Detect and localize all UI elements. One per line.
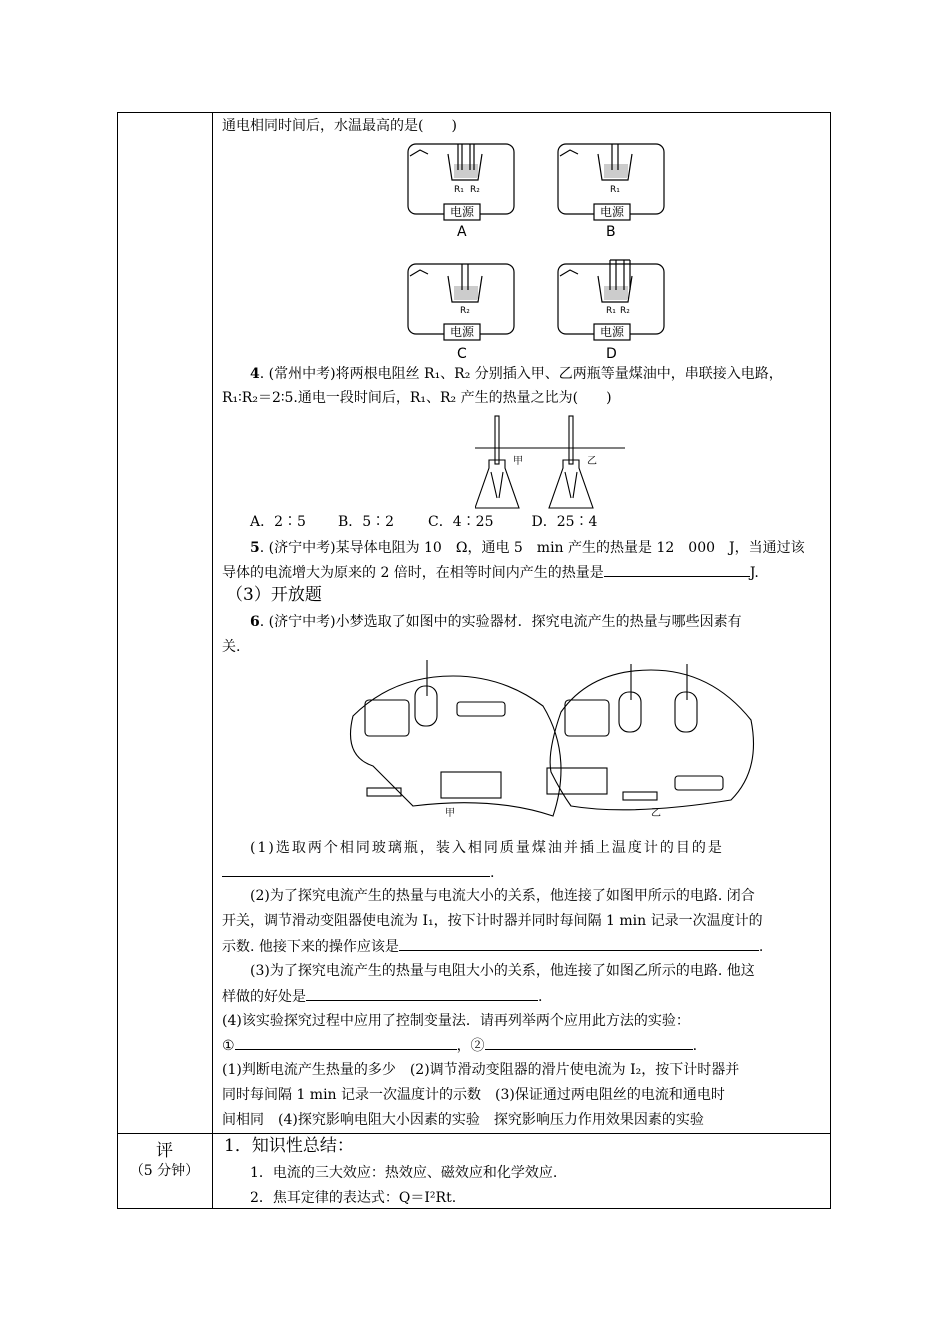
q6-answer-line1: (1)判断电流产生热量的多少 (2)调节滑动变阻器的滑片使电流为 I₂，按下计时器并 — [222, 1062, 740, 1078]
q4-line1: 4. (常州中考)将两根电阻丝 R₁、R₂ 分别插入甲、乙两瓶等量煤油中，串联接入电路， — [250, 366, 783, 382]
q3-a-power-label: 电源 — [450, 205, 475, 219]
q5-answer-blank[interactable] — [604, 562, 750, 577]
q6-p4-blank1[interactable] — [235, 1035, 457, 1050]
q6-p3-line1: (3)为了探究电流产生的热量与电阻大小的关系，他连接了如图乙所示的电路. 他这 — [250, 963, 755, 979]
q6-p1-line2: . — [222, 862, 494, 883]
q6-apparatus-figure — [345, 656, 765, 826]
q6-line2: 关. — [222, 639, 241, 655]
q3-d-r2-label: R₂ — [620, 306, 630, 316]
q4-choices: A．2∶5 B．5∶2 C．4∶25 D．25∶4 — [250, 514, 598, 530]
q4-flask-yi: 乙 — [587, 456, 597, 467]
q3-b-power-label: 电源 — [600, 205, 625, 219]
q3-c-power-label: 电源 — [450, 325, 475, 339]
q3-d-r1-label: R₁ — [606, 306, 616, 316]
q6-p4-line2: ① ，② . — [222, 1035, 697, 1056]
q4-flask-jia: 甲 — [513, 456, 523, 467]
evaluation-item1: 1．电流的三大效应：热效应、磁效应和化学效应. — [250, 1165, 558, 1181]
section-title: （3）开放题 — [226, 585, 322, 605]
q3-option-a: A — [457, 224, 467, 240]
q4-flask-figure — [475, 412, 625, 512]
q3-c-r2-label: R₂ — [460, 306, 470, 316]
q3-b-r1-label: R₁ — [610, 185, 620, 195]
evaluation-time: （5 分钟） — [129, 1163, 200, 1179]
q5-line2: 导体的电流增大为原来的 2 倍时，在相等时间内产生的热量是 J. — [222, 562, 759, 583]
q3-a-r1-label: R₁ — [454, 185, 464, 195]
q6-p2-line3: 示数. 他接下来的操作应该是 . — [222, 936, 763, 957]
q6-p2-blank[interactable] — [399, 936, 759, 951]
evaluation-label: 评 — [156, 1141, 173, 1161]
q3-option-b: B — [606, 224, 616, 240]
q6-p4-line1: (4)该实验探究过程中应用了控制变量法．请再列举两个应用此方法的实验： — [222, 1013, 690, 1029]
q6-p4-blank2[interactable] — [485, 1035, 693, 1050]
q6-line1: 6. (济宁中考)小梦选取了如图中的实验器材．探究电流产生的热量与哪些因素有 — [250, 614, 742, 630]
q6-p1-blank[interactable] — [222, 862, 490, 877]
table-row-divider — [117, 1133, 831, 1134]
q3-a-r2-label: R₂ — [470, 185, 480, 195]
q6-p2-line2: 开关，调节滑动变阻器使电流为 I₁，按下计时器并同时每间隔 1 min 记录一次温度计的 — [222, 913, 763, 929]
q3-d-power-label: 电源 — [600, 325, 625, 339]
q3-circuit-figures — [400, 136, 680, 368]
q3-option-c: C — [457, 346, 467, 362]
q6-fig-jia: 甲 — [445, 808, 455, 819]
q6-p3-blank[interactable] — [306, 986, 538, 1001]
q6-fig-yi: 乙 — [651, 808, 661, 819]
q4-line2: R₁∶R₂＝2∶5.通电一段时间后，R₁、R₂ 产生的热量之比为( ) — [222, 390, 612, 406]
q5-line1: 5. (济宁中考)某导体电阻为 10 Ω，通电 5 min 产生的热量是 12 000 J，当通过该 — [250, 540, 805, 556]
q3-stem: 通电相同时间后，水温最高的是( ) — [222, 118, 457, 134]
q6-answer-line2: 同时每间隔 1 min 记录一次温度计的示数 (3)保证通过两电阻丝的电流和通电时 — [222, 1087, 725, 1103]
q6-answer-line3: 间相同 (4)探究影响电阻大小因素的实验 探究影响压力作用效果因素的实验 — [222, 1112, 704, 1128]
q6-p2-line1: (2)为了探究电流产生的热量与电流大小的关系，他连接了如图甲所示的电路. 闭合 — [250, 888, 755, 904]
q6-p3-line2: 样做的好处是 . — [222, 986, 542, 1007]
table-column-divider — [212, 112, 213, 1209]
evaluation-item2: 2．焦耳定律的表达式：Q＝I²Rt. — [250, 1190, 457, 1206]
q6-p1-line1: (1)选取两个相同玻璃瓶，装入相同质量煤油并插上温度计的目的是 — [250, 840, 724, 856]
evaluation-heading: 1．知识性总结： — [224, 1136, 354, 1156]
q3-option-d: D — [606, 346, 617, 362]
